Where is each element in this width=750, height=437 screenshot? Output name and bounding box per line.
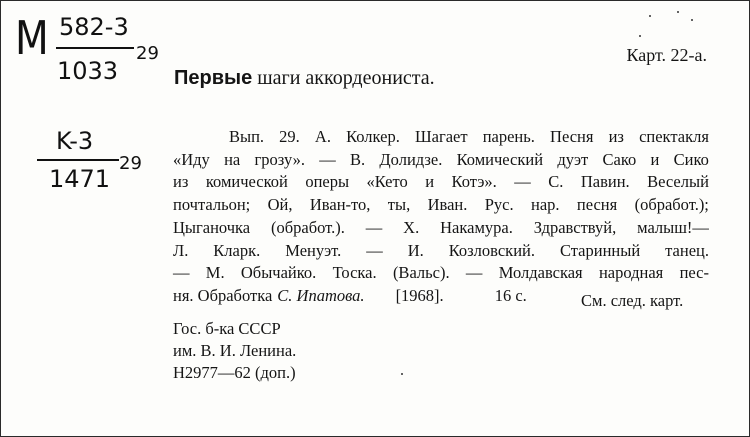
inventory-mark-denominator: 1471: [49, 165, 111, 193]
entry-body: [173, 126, 709, 308]
see-next-card: См. след. карт.: [581, 291, 684, 310]
entry-line: Вып. 29. А. Колкер. Шагает парень. Песня из спектакля: [229, 127, 709, 146]
shelfmark-denominator: 1033: [57, 57, 119, 85]
entry-line: Цыганочка (обработ.). — Х. Накамура. Здравствуй, малыш!—: [173, 217, 709, 237]
entry-line: «Иду на грозу». — В. Долидзе. Комический дуэт Сако и Сико: [173, 149, 709, 169]
shelfmark-numerator: 582-3: [59, 13, 129, 41]
inventory-mark-numerator: K-3: [56, 127, 94, 155]
title: [174, 67, 435, 90]
scan-speck: [401, 373, 403, 375]
title-bold-word: Первые: [174, 67, 253, 89]
title-rest: шаги аккордеониста.: [257, 67, 435, 89]
inventory-mark-divider: [37, 159, 119, 161]
entry-line: из комической оперы «Кето и Котэ». — С. Павин. Веселый: [173, 172, 709, 192]
entry-line-start: ня. Обработка: [173, 285, 273, 305]
entry-line: Л. Кларк. Менуэт. — И. Козловский. Старинный танец.: [173, 240, 709, 260]
library-line: Гос. б-ка СССР: [173, 319, 281, 338]
scan-speck: [691, 19, 693, 21]
scan-speck: [639, 35, 641, 37]
shelfmark-letter: M: [15, 11, 49, 65]
library-line: Н2977—62 (доп.): [173, 363, 296, 382]
shelfmark-divider: [56, 47, 134, 49]
publication-year: [1968].: [395, 285, 444, 305]
scan-speck: [677, 11, 679, 13]
entry-author: С. Ипатова.: [277, 285, 365, 305]
inventory-mark-superscript: 29: [119, 153, 142, 174]
library-imprint: [173, 318, 296, 384]
entry-line: почтальон; Ой, Иван-то, ты, Иван. Рус. нар. песня (обработ.);: [173, 195, 709, 215]
page-count: 16 с.: [494, 285, 527, 305]
library-line: им. В. И. Ленина.: [173, 341, 297, 360]
card-number: Карт. 22-а.: [626, 45, 707, 65]
entry-line: — М. Обычайко. Тоска. (Вальс). — Молдавская народная пес-: [173, 263, 709, 283]
scan-speck: [649, 15, 651, 17]
shelfmark-superscript: 29: [136, 43, 159, 64]
